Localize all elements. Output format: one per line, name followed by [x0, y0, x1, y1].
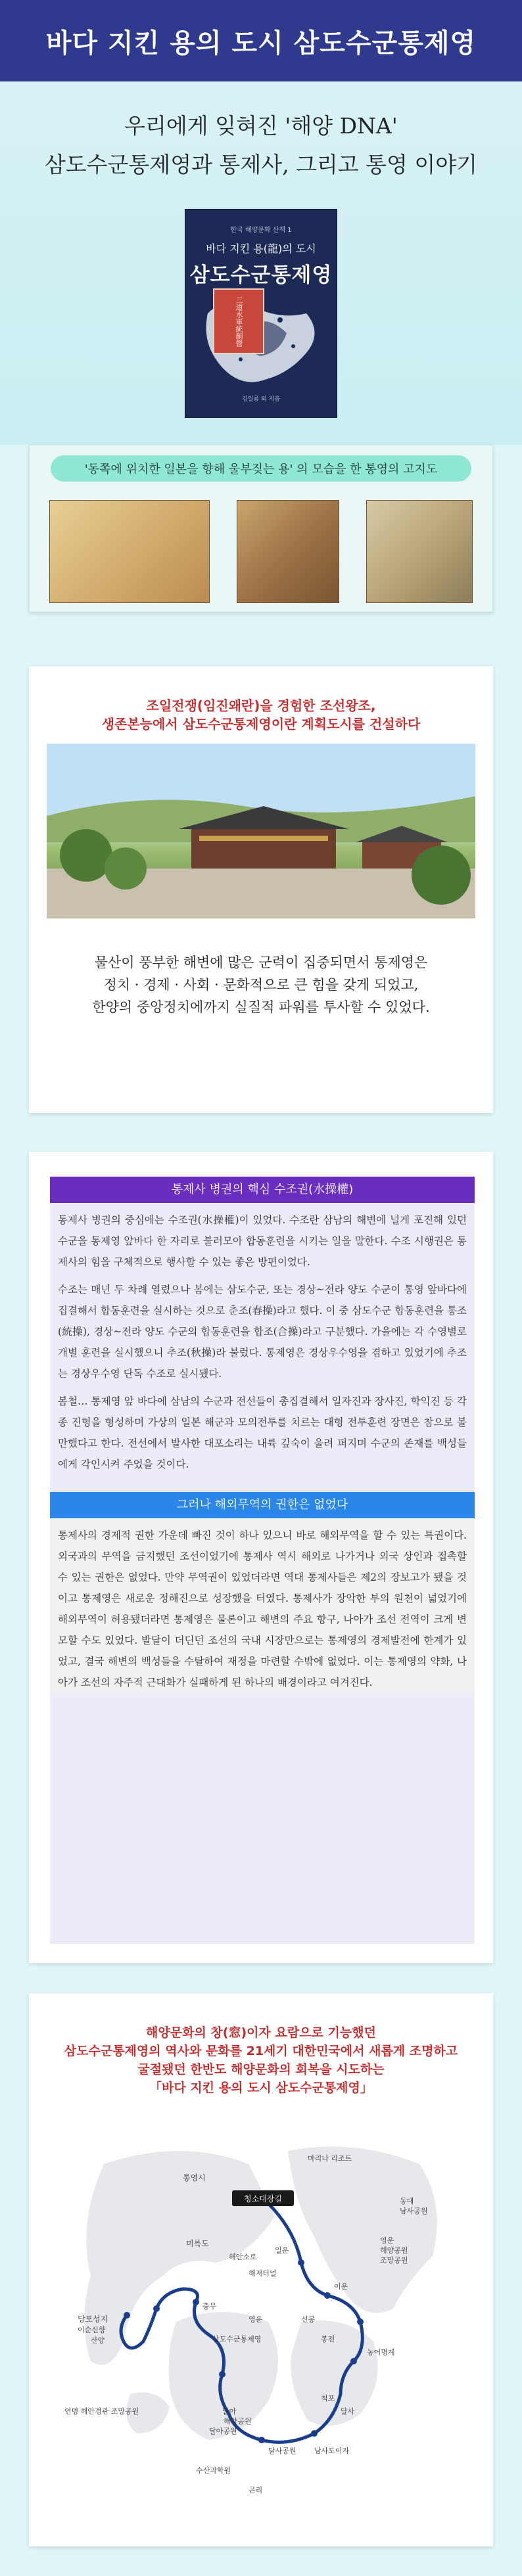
- old-map-image-2: [237, 500, 339, 603]
- map-label-18: 남사공원: [400, 2207, 428, 2215]
- hero-section: [0, 81, 522, 445]
- book-author: 김일룡 외 지음: [242, 396, 280, 403]
- planned-city-body-line-2: 정치 · 경제 · 사회 · 문화적으로 큰 힘을 갖게 되었고,: [103, 977, 419, 993]
- old-maps-row: [30, 482, 492, 603]
- map-label-29: 달사공원: [268, 2447, 297, 2455]
- tongyeong-route-map: [51, 2125, 472, 2519]
- map-label-21: 조망공원: [380, 2256, 408, 2265]
- map-label-5: 당포성지: [78, 2315, 108, 2324]
- section-1-paragraph-3: 봄철… 통제영 앞 바다에 삼남의 수군과 전선들이 총집결해서 일자진과 장사진, 학익진 등 각종 진형을 형성하며 가상의 일본 해군과 모의전투를 치르는 대형 전투훈련 장면은 참으로 볼만했다고 한다. 전선에서 발사한 대포소리는 내륙 깊숙이 울려 퍼지며 수군의 존재를 백성들에게 각인시켜 주었을 것이다.: [58, 1395, 467, 1470]
- map-label-4: 충무: [202, 2302, 217, 2311]
- map-label-30: 남사도이자: [314, 2447, 350, 2455]
- tongyeong-palace-photo: [47, 744, 475, 918]
- map-label-28: 달사: [341, 2407, 355, 2416]
- section-2: [50, 1492, 475, 1693]
- map-label-14: 해저터널: [249, 2269, 277, 2278]
- map-label-8: 수산과학원: [196, 2466, 231, 2475]
- book-cover: [185, 209, 337, 418]
- route-map-card: [29, 1993, 493, 2546]
- book-title-main: 삼도수군통제영: [189, 263, 333, 287]
- map-label-15: 마리나 리조트: [308, 2154, 352, 2163]
- map-label-26: 농어명계: [367, 2348, 395, 2357]
- section-1-paragraph-2: 수조는 매년 두 차례 열렸으나 봄에는 삼도수군, 또는 경상~전라 양도 수군이 통영 앞바다에 집결해서 합동훈련을 실시하는 것으로 춘조(春操)라고 했다. 이 중 삼도수군 합동훈련을 통조(統操), 경상~전라 양도 수군의 합동훈련을 합조(合操)라고 구분했다. 가을에는 각 수영별로 개별 훈련을 실시했으니 추조(秋操)라 불렀다. 통제영은 경상우수영을 겸하고 있었기에 추조는 경상우수영 단독 수조로 실시됐다.: [58, 1284, 467, 1380]
- planned-city-heading: [29, 666, 493, 733]
- planned-city-card: [29, 666, 493, 1113]
- map-label-13: 해양공원: [224, 2417, 252, 2426]
- planned-city-body-line-3: 한양의 중앙정치에까지 실질적 파워를 투사할 수 있었다.: [92, 999, 430, 1015]
- banner-title: 바다 지킨 용의 도시 삼도수군통제영: [45, 28, 477, 58]
- map-label-11: 삼도수군통제영: [212, 2335, 262, 2343]
- section-title-water-drill: 통제사 병권의 핵심 수조권(水操權): [50, 1177, 475, 1203]
- top-banner: [0, 0, 522, 81]
- map-label-24: 신봉: [301, 2315, 316, 2324]
- map-label-3: 해안소로: [229, 2253, 257, 2261]
- route-heading-line-2: 삼도수군통제영의 역사와 문화를 21세기 대한민국에서 새롭게 조명하고: [64, 2044, 458, 2058]
- map-label-20: 해양공원: [380, 2246, 408, 2255]
- map-label-22: 일운: [275, 2246, 289, 2255]
- planned-city-body-line-1: 물산이 풍부한 해변에 많은 군력이 집중되면서 통제영은: [94, 955, 428, 970]
- history-text-inner: [50, 1177, 475, 1944]
- route-map-heading: [29, 1993, 493, 2097]
- map-label-19: 영운: [380, 2236, 394, 2245]
- planned-city-body: [29, 918, 493, 1018]
- map-label-12: 달아: [222, 2407, 237, 2416]
- route-heading-line-3: 굴절됐던 한반도 해양문화의 회복을 시도하는: [137, 2062, 385, 2077]
- old-maps-card: [29, 445, 493, 612]
- book-red-stamp: 三道水軍統制營: [213, 288, 264, 354]
- map-label-1: 통영시: [183, 2173, 206, 2182]
- history-text-card: [29, 1152, 493, 1963]
- section-title-no-trade: 그러나 해외무역의 권한은 없었다: [50, 1492, 475, 1518]
- map-label-25: 봉전: [321, 2335, 335, 2343]
- map-label-10: 영운: [249, 2315, 263, 2324]
- route-heading-line-1: 해양문화의 창(窓)이자 요람으로 기능했던: [146, 2025, 376, 2040]
- book-series-label: 한국 해양문화 산책 1: [230, 227, 292, 234]
- map-label-32: 곤리: [249, 2486, 263, 2495]
- section-2-paragraph-1: 통제사의 경제적 권한 가운데 빠진 것이 하나 있으니 바로 해외무역을 할 수 있는 특권이다. 외국과의 무역을 금지했던 조선이었기에 통제사 역시 해외로 나가거나 외국 상인과 접촉할 수 있는 권한은 없었다. 만약 무역권이 있었더라면 역대 통제사들은 제2의 장보고가 됐을 것이고 통제영은 새로운 정해진으로 성장했을 터였다. 통제사가 장악한 부의 원천이 넓었기에 해외무역이 허용됐더라면 통제영은 물론이고 해변의 주요 항구, 나아가 조선 전역이 크게 변모할 수도 있었다. 발달이 더딘던 조선의 국내 시장만으로는 통제영의 경제발전에 한계가 있었고, 결국 해변의 백성들을 수탈하여 재정을 마련할 수밖에 없었다. 이는 통제영의 약화, 나아가 조선의 자주적 근대화가 실패하게 된 하나의 배경이라고 여겨진다.: [50, 1518, 475, 1693]
- map-label-2: 미륵도: [186, 2239, 209, 2248]
- planned-city-heading-line-1: 조일전쟁(임진왜란)을 경험한 조선왕조,: [146, 698, 376, 713]
- hero-line-1: 우리에게 잊혀진 '해양 DNA': [124, 113, 398, 139]
- map-label-23: 이운: [334, 2282, 348, 2291]
- route-heading-line-4: 「바다 지킨 용의 도시 삼도수군통제영」: [149, 2081, 373, 2095]
- section-1-paragraph-1: 통제사 병권의 중심에는 수조권(水操權)이 있었다. 수조란 삼남의 해변에 널게 포진해 있던 수군을 통제영 앞바다 한 자리로 불러모아 합동훈련을 시키는 일을 말한다. 수조 시행권은 통제사의 힘을 구체적으로 행사할 수 있는 좋은 방편이었다.: [58, 1214, 467, 1268]
- old-map-image-1: [49, 500, 210, 603]
- map-label-31: 연명 해안경관 조망공원: [64, 2407, 139, 2416]
- old-maps-caption: '동쪽에 위치한 일본을 향해 울부짖는 용' 의 모습을 한 통영의 고지도: [51, 455, 471, 482]
- old-map-image-3: [366, 500, 473, 603]
- map-label-7: 산양: [91, 2336, 105, 2345]
- planned-city-heading-line-2: 생존본능에서 삼도수군통제영이란 계획도시를 건설하다: [101, 716, 421, 732]
- map-label-27: 척포: [321, 2394, 335, 2403]
- map-label-start: 청소대장길: [244, 2194, 282, 2203]
- book-title-top: 바다 지킨 용(龍)의 도시: [206, 242, 316, 255]
- hero-line-2: 삼도수군통제영과 통제사, 그리고 통영 이야기: [44, 152, 478, 177]
- map-label-6: 이순신향: [78, 2326, 106, 2334]
- map-label-17: 동대: [400, 2197, 414, 2205]
- map-label-9: 달아공원: [209, 2427, 237, 2435]
